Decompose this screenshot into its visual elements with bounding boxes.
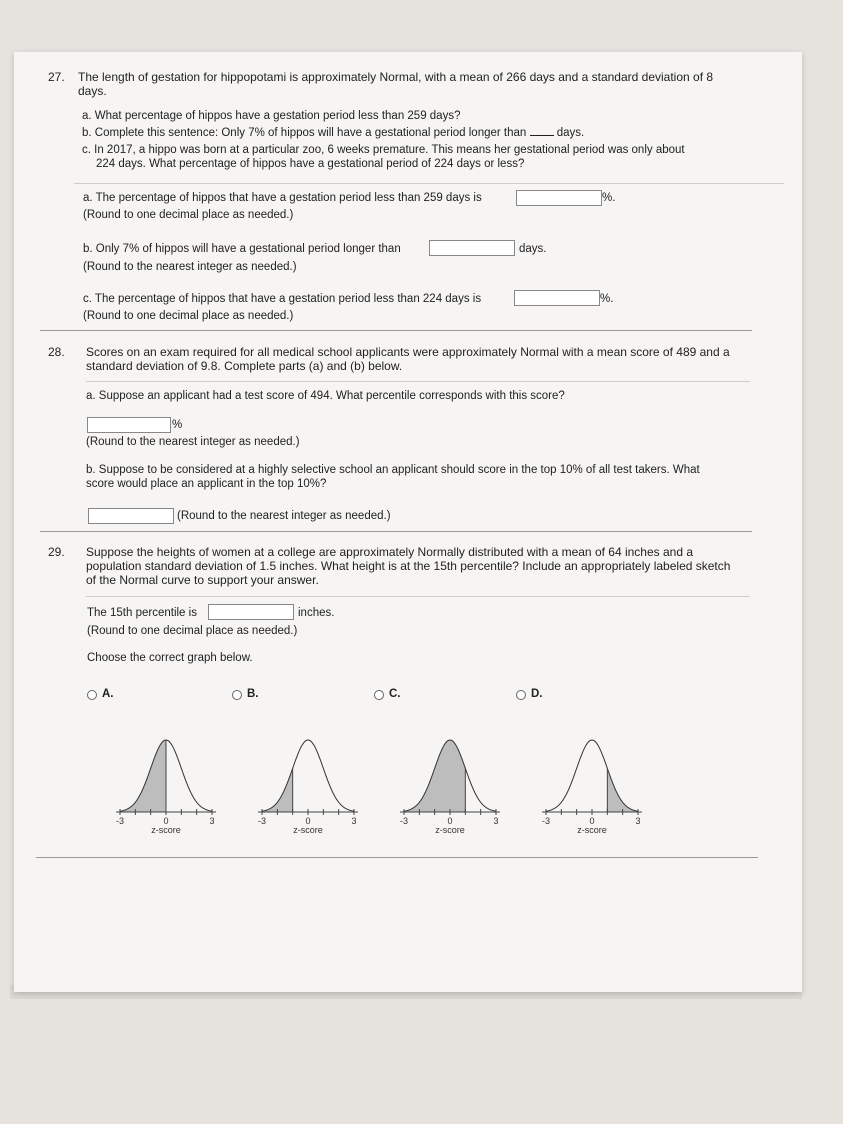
option-d-graph[interactable] — [532, 712, 652, 840]
rounding-note: (Round to the nearest integer as needed.) — [86, 436, 300, 448]
unit-label: %. — [600, 293, 614, 305]
graph-prompt: Choose the correct graph below. — [87, 652, 253, 664]
q28-answer-a-input[interactable] — [87, 417, 171, 433]
axis-title: z-score — [577, 825, 607, 835]
unit-label: days. — [519, 243, 547, 255]
axis-title: z-score — [293, 825, 323, 835]
tick-label-min: -3 — [115, 816, 125, 826]
shaded-area — [607, 768, 638, 812]
tick-label-max: 3 — [493, 816, 499, 826]
q27-answer-c-input[interactable] — [514, 290, 600, 306]
option-c-radio[interactable] — [374, 690, 384, 700]
axis-title: z-score — [151, 825, 181, 835]
q27-answer-b-label: b. Only 7% of hippos will have a gestational period longer than — [83, 243, 401, 255]
q27-part-b: b. Complete this sentence: Only 7% of hippos will have a gestational period longer than days. — [82, 127, 585, 139]
shaded-area — [404, 740, 465, 812]
tick-label-mid: 0 — [305, 816, 311, 826]
option-a-label: A. — [102, 688, 114, 700]
option-d-label: D. — [531, 688, 543, 700]
normal-curve — [546, 740, 638, 811]
q27-part-a: a. What percentage of hippos have a gestation period less than 259 days? — [82, 110, 461, 122]
option-b-label: B. — [247, 688, 259, 700]
unit-label: inches. — [298, 607, 335, 619]
section-divider — [40, 531, 752, 532]
option-c-graph[interactable] — [390, 712, 510, 840]
unit-label: %. — [602, 192, 616, 204]
q28-answer-b-input[interactable] — [88, 508, 174, 524]
q28-part-b: b. Suppose to be considered at a highly selective school an applicant should score in the top 10% of all test takers. What score would place an applicant in the top 10%? — [86, 464, 700, 490]
q28-part-a: a. Suppose an applicant had a test score of 494. What percentile corresponds with this score? — [86, 390, 565, 402]
divider — [86, 596, 750, 597]
q27-answer-c-label: c. The percentage of hippos that have a gestation period less than 224 days is — [83, 293, 482, 305]
tick-label-min: -3 — [541, 816, 551, 826]
rounding-note: (Round to one decimal place as needed.) — [83, 209, 294, 221]
rounding-note: (Round to the nearest integer as needed.) — [177, 510, 391, 522]
divider — [86, 381, 750, 382]
option-b-radio[interactable] — [232, 690, 242, 700]
section-divider — [40, 330, 752, 331]
question-stem: Scores on an exam required for all medical school applicants were approximately Normal with a mean score of 489 and a standard deviation of 9.8. Complete parts (a) and (b) below. — [86, 345, 730, 373]
option-a-radio[interactable] — [87, 690, 97, 700]
option-d-radio[interactable] — [516, 690, 526, 700]
tick-label-mid: 0 — [589, 816, 595, 826]
tick-label-max: 3 — [209, 816, 215, 826]
rounding-note: (Round to the nearest integer as needed.) — [83, 261, 297, 273]
q29-answer-input[interactable] — [208, 604, 294, 620]
tick-label-max: 3 — [635, 816, 641, 826]
tick-label-min: -3 — [257, 816, 267, 826]
q29-answer-label: The 15th percentile is — [87, 607, 197, 619]
question-stem: Suppose the heights of women at a college are approximately Normally distributed with a mean of 64 inches and a population standard deviation of 1.5 inches. What height is at the 15th percentile? Include an appropriately labeled sketch of the Normal curve to support your answer. — [86, 545, 731, 587]
q27-answer-a-label: a. The percentage of hippos that have a gestation period less than 259 days is — [83, 192, 482, 204]
question-number: 29. — [48, 545, 65, 559]
divider — [74, 183, 784, 184]
question-number: 28. — [48, 345, 65, 359]
q27-answer-b-input[interactable] — [429, 240, 515, 256]
q27-part-c: c. In 2017, a hippo was born at a particular zoo, 6 weeks premature. This means her gestational period was only about 224 days. What percentage of hippos have a gestational period of 224 days or less? — [82, 144, 685, 170]
tick-label-mid: 0 — [447, 816, 453, 826]
worksheet-page — [14, 52, 802, 992]
shaded-area — [262, 768, 293, 812]
tick-label-mid: 0 — [163, 816, 169, 826]
rounding-note: (Round to one decimal place as needed.) — [83, 310, 294, 322]
q27-answer-a-input[interactable] — [516, 190, 602, 206]
option-b-graph[interactable] — [248, 712, 368, 840]
tick-label-max: 3 — [351, 816, 357, 826]
normal-curve — [262, 740, 354, 811]
option-a-graph[interactable] — [106, 712, 226, 840]
option-c-label: C. — [389, 688, 401, 700]
question-stem: The length of gestation for hippopotami is approximately Normal, with a mean of 266 days and a standard deviation of 8 days. — [78, 70, 714, 98]
question-number: 27. — [48, 70, 65, 84]
rounding-note: (Round to one decimal place as needed.) — [87, 625, 298, 637]
section-divider — [36, 857, 758, 858]
axis-title: z-score — [435, 825, 465, 835]
unit-label: % — [172, 419, 183, 431]
tick-label-min: -3 — [399, 816, 409, 826]
shaded-area — [120, 740, 166, 812]
fill-blank — [530, 135, 554, 136]
